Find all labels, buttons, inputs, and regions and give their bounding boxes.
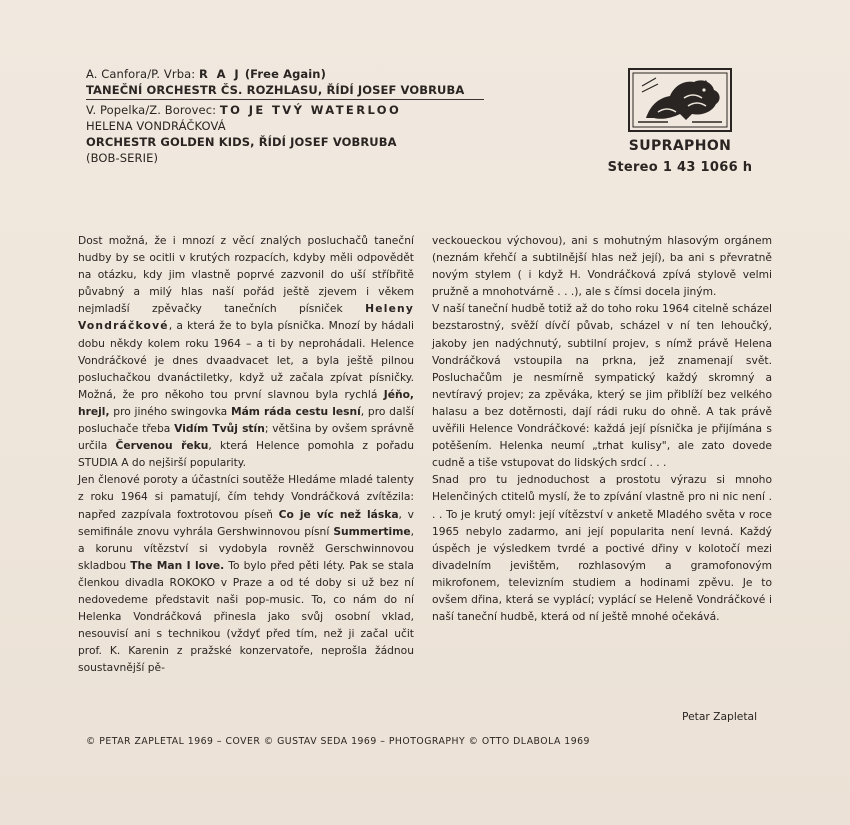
credit-line-3 xyxy=(86,102,606,118)
supraphon-lion-icon xyxy=(628,68,732,132)
text-run: , a korunu vítězství si vydobyla rovněž Gerschwinnovou skladbou xyxy=(78,524,414,572)
paragraph-1 xyxy=(78,232,414,471)
track-credits xyxy=(86,66,606,166)
text-run: veckoueckou výchovou), ani s mohutným hlasovým orgánem (neznám křehčí a subtilnější hlas než její), ba ani s převratně novým stylem ( i když H. Vondráčková zpívá stylově velmi pružně a mnohotvárně . . .), ale s čímsi docela jiným. xyxy=(432,234,772,299)
subtitle-raj: (Free Again) xyxy=(244,67,326,81)
text-run: To bylo před pěti léty. Pak se stala členkou divadla ROKOKO v Praze a od té doby si už bez ní nedovedeme představit naši pop-music. To, co nám do ní Helenka Vondráčková přinesla jako svůj osobní vklad, nesouvisí ani s technikou (vždyť před tím, než ji začal učit prof. K. Karenin z pražské konzervatoře, neprošla žádnou soustavnější pě- xyxy=(78,558,414,675)
label-block xyxy=(600,68,760,175)
text-run: , v semifinále znovu vyhrála Gershwinnovou písní xyxy=(78,507,414,538)
authors-waterloo: V. Popelka/Z. Borovec: xyxy=(86,103,217,117)
song-title: The Man I love. xyxy=(130,558,225,572)
credit-line-5: ORCHESTR GOLDEN KIDS, ŘÍDÍ JOSEF VOBRUBA xyxy=(86,135,397,149)
copyright-footer: © PETAR ZAPLETAL 1969 – COVER © GUSTAV SEDA 1969 – PHOTOGRAPHY © OTTO DLABOLA 1969 xyxy=(86,736,590,747)
credit-line-6: (BOB-SERIE) xyxy=(86,151,159,165)
paragraph-3: V naší taneční hudbě totiž až do toho roku 1964 citelně scházel bezstarostný, svěží dívčí půvab, scházel v ní ten lehoučký, jakoby jen nadýchnutý, subtilní projev, s nímž právě Helena Vondráčková vstoupila na prkna, jež znamenají svět. Posluchačům je nesmírně sympatický každý skromný a nevtíravý projev; za zpěváka, který se jim přiblíží bez velkého halasu a bez dotěrnosti, dají rádi ruku do ohně. A tak právě uvěřili Helence Vondráčkové: každá její písnička je přijímána s potěšením. Helenka neumí „trhat kulisy", ale zato dovede cudně a tiše vstupovat do lidských srdcí . . . xyxy=(432,302,772,470)
song-title: Co je víc než láska xyxy=(278,507,399,521)
brand-name: SUPRAPHON xyxy=(628,138,732,154)
catalog-number: Stereo 1 43 1066 h xyxy=(607,160,753,175)
liner-notes-right xyxy=(432,232,772,625)
text-run: pro jiného swingovka xyxy=(109,404,231,418)
paragraph-2 xyxy=(78,471,414,676)
credit-line-4: HELENA VONDRÁČKOVÁ xyxy=(86,119,226,133)
song-title: Mám ráda cestu lesní xyxy=(230,404,361,418)
song-title: Vidím Tvůj stín xyxy=(174,422,265,436)
text-run: Dost možná, že i mnozí z věcí znalých posluchačů taneční hudby by se ocitli v krutých rozpacích, kdyby měli odpovědět na otázku, kdy jim vlastně poprvé zazvonil do uší stříbřitě půvabný a milý hlas naší pořád ještě zjevem i věkem nejmladší zpěvačky tanečních písniček xyxy=(78,234,414,316)
text-run: , a která že to byla písnička. Mnozí by hádali dobu někdy kolem roku 1964 – a ti by neprohádali. Helence Vondráčkové je dnes dvaadvacet let, a byla ještě pilnou posluchačkou dvanáctiletky, když už začala zpívat písničky. Možná, že pro někoho tou první slavnou byla rychlá xyxy=(78,319,414,401)
title-waterloo: TO JE TVÝ WATERLOO xyxy=(219,103,402,117)
authors-raj: A. Canfora/P. Vrba: xyxy=(86,67,196,81)
text-run: ; většina by ovšem správně určila xyxy=(78,422,414,453)
song-title: Summertime xyxy=(333,524,411,538)
liner-notes-left xyxy=(78,232,414,676)
text-run: Jen členové poroty a účastníci soutěže Hledáme mladé talenty z roku 1964 si pamatují, čím tehdy Vondráčková zvítězila: napřed zazpívala foxtrotovou píseň xyxy=(78,473,414,521)
credit-line-1 xyxy=(86,66,606,82)
artist-name: Heleny Vondráčkové xyxy=(78,302,414,333)
credit-line-2: TANEČNÍ ORCHESTR ČS. ROZHLASU, ŘÍDÍ JOSEF VOBRUBA xyxy=(86,83,465,97)
text-run: , která Helence pomohla z pořadu STUDIA A do nejširší popularity. xyxy=(78,439,414,470)
divider xyxy=(86,99,484,100)
author-signature: Petar Zapletal xyxy=(682,710,758,723)
text-run: , pro další posluchače třeba xyxy=(78,404,415,436)
title-raj: R A J xyxy=(199,67,242,81)
song-title: Jéňo, hrejl, xyxy=(78,387,414,418)
song-title: Červenou řeku xyxy=(115,439,209,453)
paragraph-4: Snad pro tu jednoduchost a prostotu výrazu si mnoho Helenčiných ctitelů myslí, že to zpívání vlastně pro ni nic není . . . To je krutý omyl: její vítězství v anketě Mladého světa v roce 1965 nebylo zadarmo, ani její popularita není levná. Každý úspěch je výsledkem tvrdé a poctivé dřiny v kolotočí mezi divadelním jevištěm, rozhlasovým a gramofonovým mikrofonem, televizním studiem a hodinami zpěvu. Je to ovšem dřina, která se vyplácí; vyplácí se Heleně Vondráčkové i naší taneční hudbě, která od ní ještě mnohé očekává. xyxy=(432,473,772,624)
paragraph-2-continued xyxy=(432,232,772,300)
